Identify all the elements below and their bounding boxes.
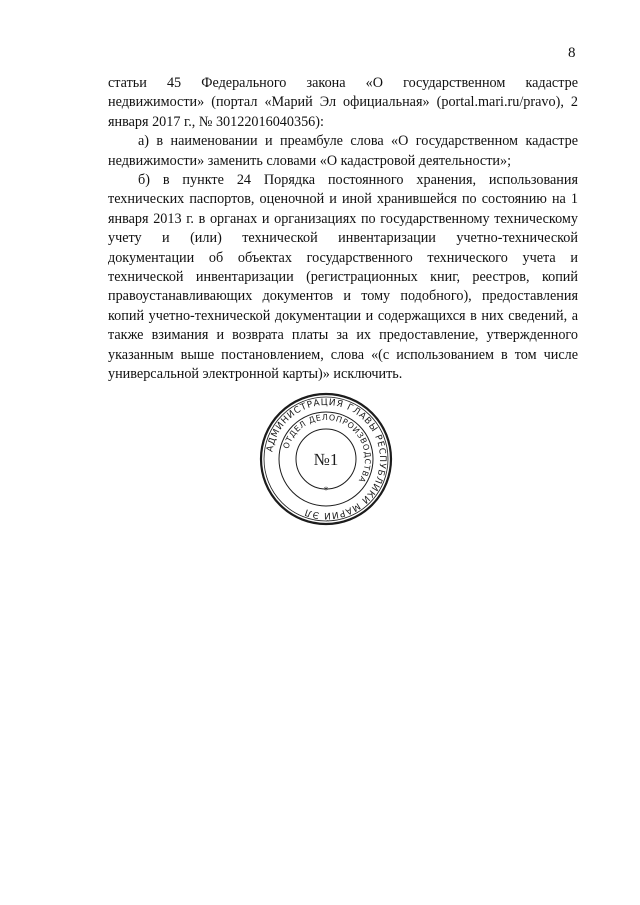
seal-star-icon: * bbox=[323, 486, 329, 496]
paragraph-article-reference: статьи 45 Федерального закона «О государственном кадастре недвижимости» (портал «Марий Эл официальная» (portal.mari.ru/pravo), 2 января 2017 г., № 30122016040356): bbox=[108, 75, 578, 130]
document-body bbox=[108, 74, 578, 385]
seal-outer-text: АДМИНИСТРАЦИЯ ГЛАВЫ РЕСПУБЛИКИ МАРИЙ ЭЛ bbox=[265, 397, 388, 521]
seal-inner-text: ОТДЕЛ ДЕЛОПРОИЗВОДСТВА bbox=[281, 412, 373, 485]
paragraph-item-b: б) в пункте 24 Порядка постоянного хранения, использования технических паспортов, оценочной и иной хранившейся по состоянию на 1 января 2013 г. в органах и организациях по государственному техническому учету и (или) технической инвентаризации учетно-технической документации об объектах государственного технического учета и технической инвентаризации (регистрационных книг, реестров, копий правоустанавливающих документов и тому подобного), предоставления копий учетно-технической документации и содержащихся в них сведений, а также взимания и возврата платы за их предоставление, утвержденного указанным выше постановлением, слова «(с использованием в том числе универсальной электронной карты)» исключить. bbox=[108, 172, 578, 383]
seal-number: №1 bbox=[313, 450, 339, 469]
official-seal bbox=[258, 391, 394, 527]
page-number: 8 bbox=[568, 45, 576, 61]
paragraph-item-a: а) в наименовании и преамбуле слова «О государственном кадастре недвижимости» заменить словами «О кадастровой деятельности»; bbox=[108, 133, 578, 169]
seal-graphic bbox=[258, 391, 394, 527]
